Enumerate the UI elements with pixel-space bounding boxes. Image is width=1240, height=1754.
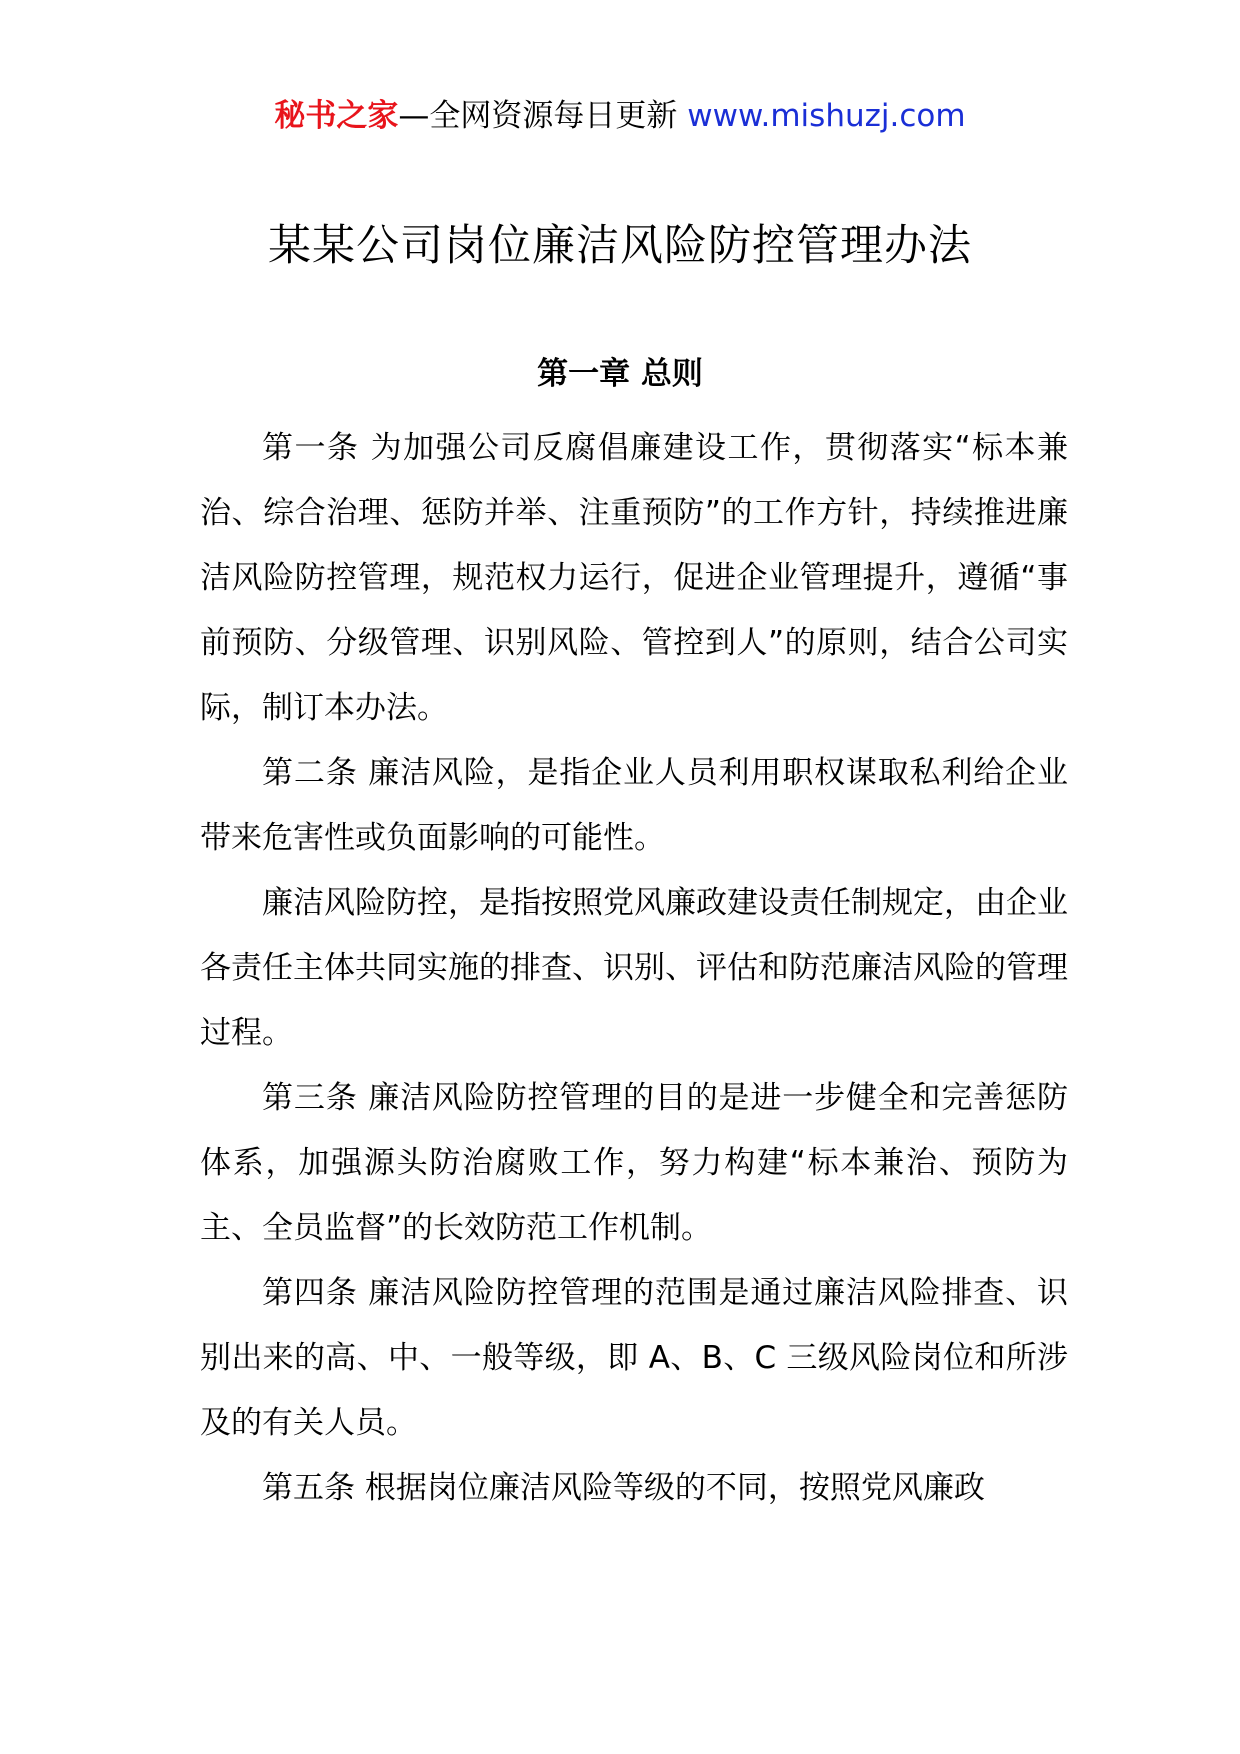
- document-body: [200, 416, 1068, 1521]
- document-title: 某某公司岗位廉洁风险防控管理办法: [268, 221, 972, 271]
- paragraph: 第五条 根据岗位廉洁风险等级的不同，按照党风廉政: [262, 1470, 985, 1506]
- paragraph: 第一条 为加强公司反腐倡廉建设工作，贯彻落实“标本兼治、综合治理、惩防并举、注重预防”的工作方针，持续推进廉洁风险防控管理，规范权力运行，促进企业管理提升，遵循“事前预防、分级管理、识别风险、管控到人”的原则，结合公司实际，制订本办法。: [200, 430, 1068, 726]
- paragraph: 第二条 廉洁风险，是指企业人员利用职权谋取私利给企业带来危害性或负面影响的可能性。: [200, 755, 1068, 856]
- paragraph: 第四条 廉洁风险防控管理的范围是通过廉洁风险排查、识别出来的高、中、一般等级，即 A、B、C 三级风险岗位和所涉及的有关人员。: [200, 1275, 1068, 1441]
- site-brand: 秘书之家: [274, 98, 399, 134]
- paragraph: 第三条 廉洁风险防控管理的目的是进一步健全和完善惩防体系，加强源头防治腐败工作，努力构建“标本兼治、预防为主、全员监督”的长效防范工作机制。: [200, 1080, 1068, 1246]
- chapter-heading: 第一章 总则: [537, 356, 703, 392]
- site-slogan: —全网资源每日更新: [398, 98, 678, 134]
- site-url-link[interactable]: www.mishuzj.com: [687, 98, 966, 134]
- paragraph: 廉洁风险防控，是指按照党风廉政建设责任制规定，由企业各责任主体共同实施的排查、识别、评估和防范廉洁风险的管理过程。: [200, 885, 1068, 1051]
- site-header: [0, 94, 1240, 138]
